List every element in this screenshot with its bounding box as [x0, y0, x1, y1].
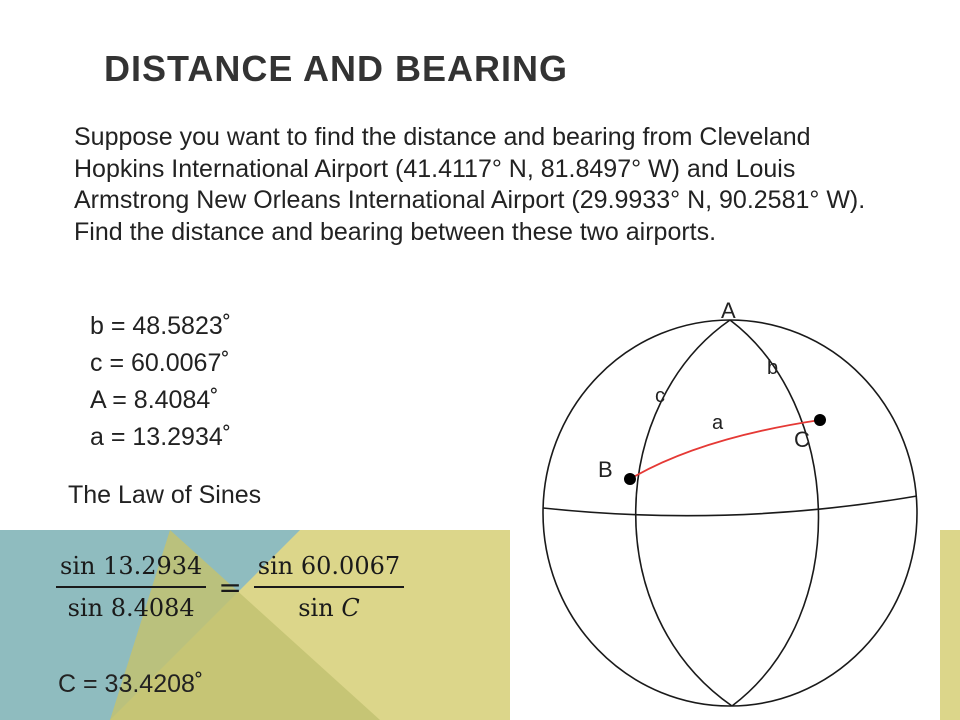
- label-A: A: [721, 298, 736, 323]
- label-B: B: [598, 457, 613, 482]
- right-denominator: [294, 588, 363, 622]
- law-of-sines-heading: The Law of Sines: [68, 481, 262, 509]
- arc-a: [630, 420, 820, 479]
- label-c: c: [655, 385, 665, 407]
- value-A: A = 8.4084˚: [90, 386, 219, 414]
- right-denominator-var: C: [341, 594, 360, 622]
- value-c: c = 60.0067˚: [90, 349, 230, 377]
- slide-title: DISTANCE AND BEARING: [104, 48, 569, 89]
- right-fraction: [254, 552, 404, 622]
- right-numerator: sin 60.0067: [254, 552, 404, 588]
- value-b: b = 48.5823˚: [90, 312, 232, 340]
- sphere-svg: [510, 283, 940, 720]
- equals-sign: =: [218, 570, 242, 604]
- problem-paragraph: Suppose you want to find the distance and bearing from Cleveland Hopkins International Airport (41.4117° N, 81.8497° W) and Louis Armstrong New Orleans International Airport (29.9933° N, 90.2581° W). Find the distance and bearing between these two airports.: [74, 123, 866, 246]
- law-of-sines-equation: [56, 552, 404, 622]
- meridian-left: [636, 320, 732, 706]
- given-values: [90, 308, 231, 456]
- point-B: [624, 473, 636, 485]
- left-fraction: [56, 552, 206, 622]
- equator-line: [543, 496, 917, 516]
- result-C: C = 33.4208˚: [58, 670, 204, 698]
- value-a: a = 13.2934˚: [90, 423, 232, 451]
- point-C: [814, 414, 826, 426]
- spherical-triangle-diagram: [510, 283, 940, 720]
- label-C: C: [794, 427, 810, 452]
- left-numerator: sin 13.2934: [56, 552, 206, 588]
- left-denominator: sin 8.4084: [67, 594, 195, 622]
- right-denominator-fn: sin: [298, 594, 342, 622]
- label-a: a: [712, 412, 724, 434]
- label-b: b: [767, 357, 779, 379]
